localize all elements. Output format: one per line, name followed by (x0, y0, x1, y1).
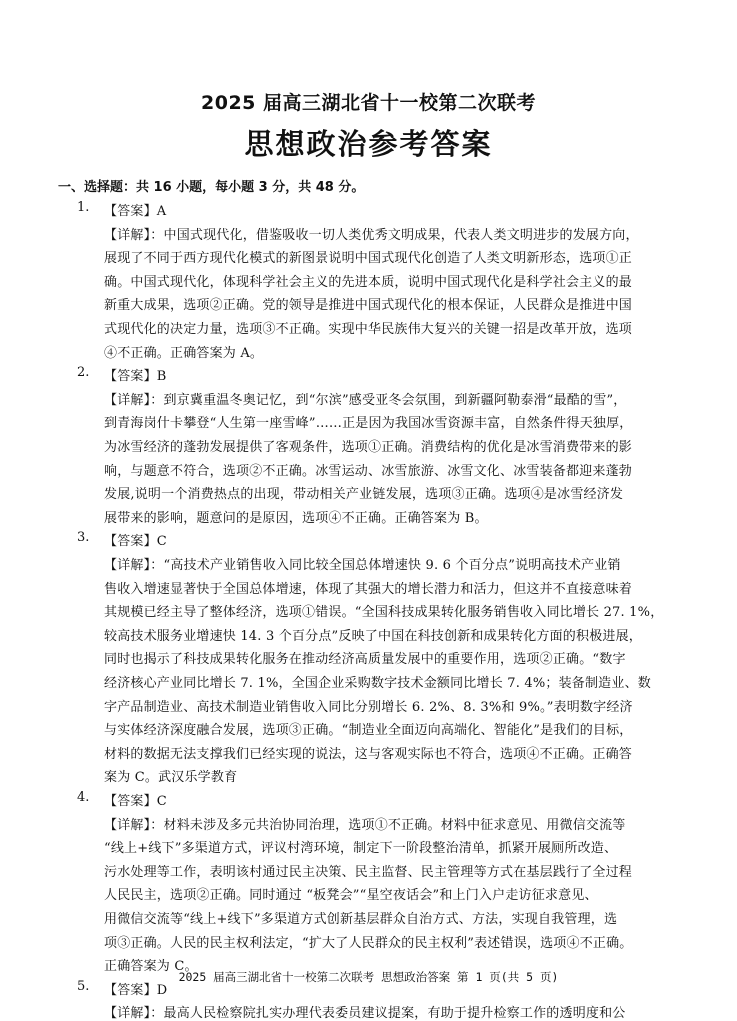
exam-title: 2025 届高三湖北省十一校第二次联考 (201, 92, 536, 114)
explanation-line: 污水处理等工作，表明该村通过民主决策、民主监督、民主管理等方式在基层践行了全过程 (104, 864, 633, 880)
explanation-line: “线上+线下”多渠道方式，评议村湾环境，制定下一阶段整治清单，抓紧开展厕所改造、 (104, 841, 618, 857)
explanation-line: 其规模已经主导了整体经济，选项①错误。“全国科技成果转化服务销售收入同比增长 27. 1%， (104, 605, 664, 621)
explanation-line: 式现代化的决定力量，选项③不正确。实现中华民族伟大复兴的关键一招是改革开放，选项 (104, 322, 633, 337)
explanation-line: 【详解】：最高人民检察院扎实办理代表委员建议提案，有助于提升检察工作的透明度和公 (104, 1006, 626, 1021)
answer-key-title: 思想政治参考答案 (244, 127, 493, 161)
explanation-line: 【详解】：“高技术产业销售收入同比较全国总体增速快 9. 6 个百分点”说明高技术产业销 (104, 558, 621, 573)
explanation-line: 响，与题意不符合，选项②不正确。冰雪运动、冰雪旅游、冰雪文化、冰雪装备都迎来蓬勃 (104, 463, 633, 479)
explanation-line: 较高技术服务业增速快 14. 3 个百分点”反映了中国在科技创新和成果转化方面的积极进展， (104, 628, 642, 644)
explanation-line: 展带来的影响，题意问的是原因，选项④不正确。正确答案为 B。 (104, 510, 488, 526)
explanation-line: 字产品制造业、高技术制造业销售收入同比分别增长 6. 2%、8. 3%和 9%。”表明数字经济 (104, 699, 633, 715)
page-footer: 2025 届高三湖北省十一校第二次联考 思想政治答案 第 1 页(共 5 页) (178, 970, 559, 984)
explanation-line: 【详解】：材料未涉及多元共治协同治理，选项①不正确。材料中征求意见、用微信交流等 (104, 817, 626, 833)
explanation-line: 项③正确。人民的民主权利法定，“扩大了人民群众的民主权利”表述错误，选项④不正确。 (104, 935, 633, 951)
explanation-line: ④不正确。正确答案为 A。 (104, 345, 264, 361)
answer-line: 【答案】D (104, 982, 168, 998)
explanation-line: 售收入增速显著快于全国总体增速，体现了其强大的增长潜力和活力，但这并不直接意味着 (104, 581, 633, 597)
question-number: 2. (77, 365, 90, 381)
explanation-line: 到青海岗什卡攀登“人生第一座雪峰”……正是因为我国冰雪资源丰富，自然条件得天独厚， (104, 416, 633, 432)
explanation-line: 与实体经济深度融合发展，选项③正确。“制造业全面迈向高端化、智能化”是我们的目标， (104, 723, 633, 739)
question-number: 5. (77, 978, 90, 994)
explanation-line: 经济核心产业同比增长 7. 1%，全国企业采购数字技术金额同比增长 7. 4%；装备制造业、数 (104, 676, 651, 691)
question-number: 4. (77, 790, 90, 805)
explanation-line: 发展,说明一个消费热点的出现，带动相关产业链发展，选项③正确。选项④是冰雪经济发 (104, 487, 624, 503)
explanation-line: 【详解】：到京冀重温冬奥记忆，到“尔滨”感受亚冬会氛围，到新疆阿勒泰滑“最酷的雪”， (104, 392, 627, 408)
answer-line: 【答案】C (104, 794, 167, 809)
answer-line: 【答案】A (104, 204, 167, 219)
explanation-line: 新重大成果，选项②正确。党的领导是推进中国式现代化的根本保证，人民群众是推进中国 (104, 298, 633, 314)
section-heading: 一、选择题：共 16 小题，每小题 3 分，共 48 分。 (58, 180, 365, 195)
explanation-line: 人民民主，选项②正确。同时通过 “板凳会”“星空夜话会”和上门入户走访征求意见、 (104, 888, 598, 904)
explanation-line: 确。中国式现代化，体现科学社会主义的先进本质，说明中国式现代化是科学社会主义的最 (104, 274, 633, 290)
question-number: 1. (77, 200, 90, 215)
explanation-line: 用微信交流等“线上+线下”多渠道方式创新基层群众自治方式、方法，实现自我管理，选 (104, 912, 618, 927)
explanation-line: 材料的数据无法支撑我们已经实现的说法，这与客观实际也不符合，选项④不正确。正确答 (104, 746, 633, 762)
explanation-line: 【详解】：中国式现代化，借鉴吸收一切人类优秀文明成果，代表人类文明进步的发展方向， (104, 227, 639, 243)
answer-line: 【答案】C (104, 534, 167, 550)
explanation-line: 同时也揭示了科技成果转化服务在推动经济高质量发展中的重要作用，选项②正确。“数字 (104, 652, 626, 668)
explanation-line: 展现了不同于西方现代化模式的新图景说明中国式现代化创造了人类文明新形态，选项①正 (104, 251, 633, 267)
answer-line: 【答案】B (104, 369, 167, 385)
explanation-line: 为冰雪经济的蓬勃发展提供了客观条件，选项①正确。消费结构的优化是冰雪消费带来的影 (104, 440, 633, 455)
question-number: 3. (77, 530, 90, 546)
explanation-line: 案为 C。武汉乐学教育 (104, 770, 238, 786)
explanation-line: 正确答案为 C。 (104, 959, 198, 975)
